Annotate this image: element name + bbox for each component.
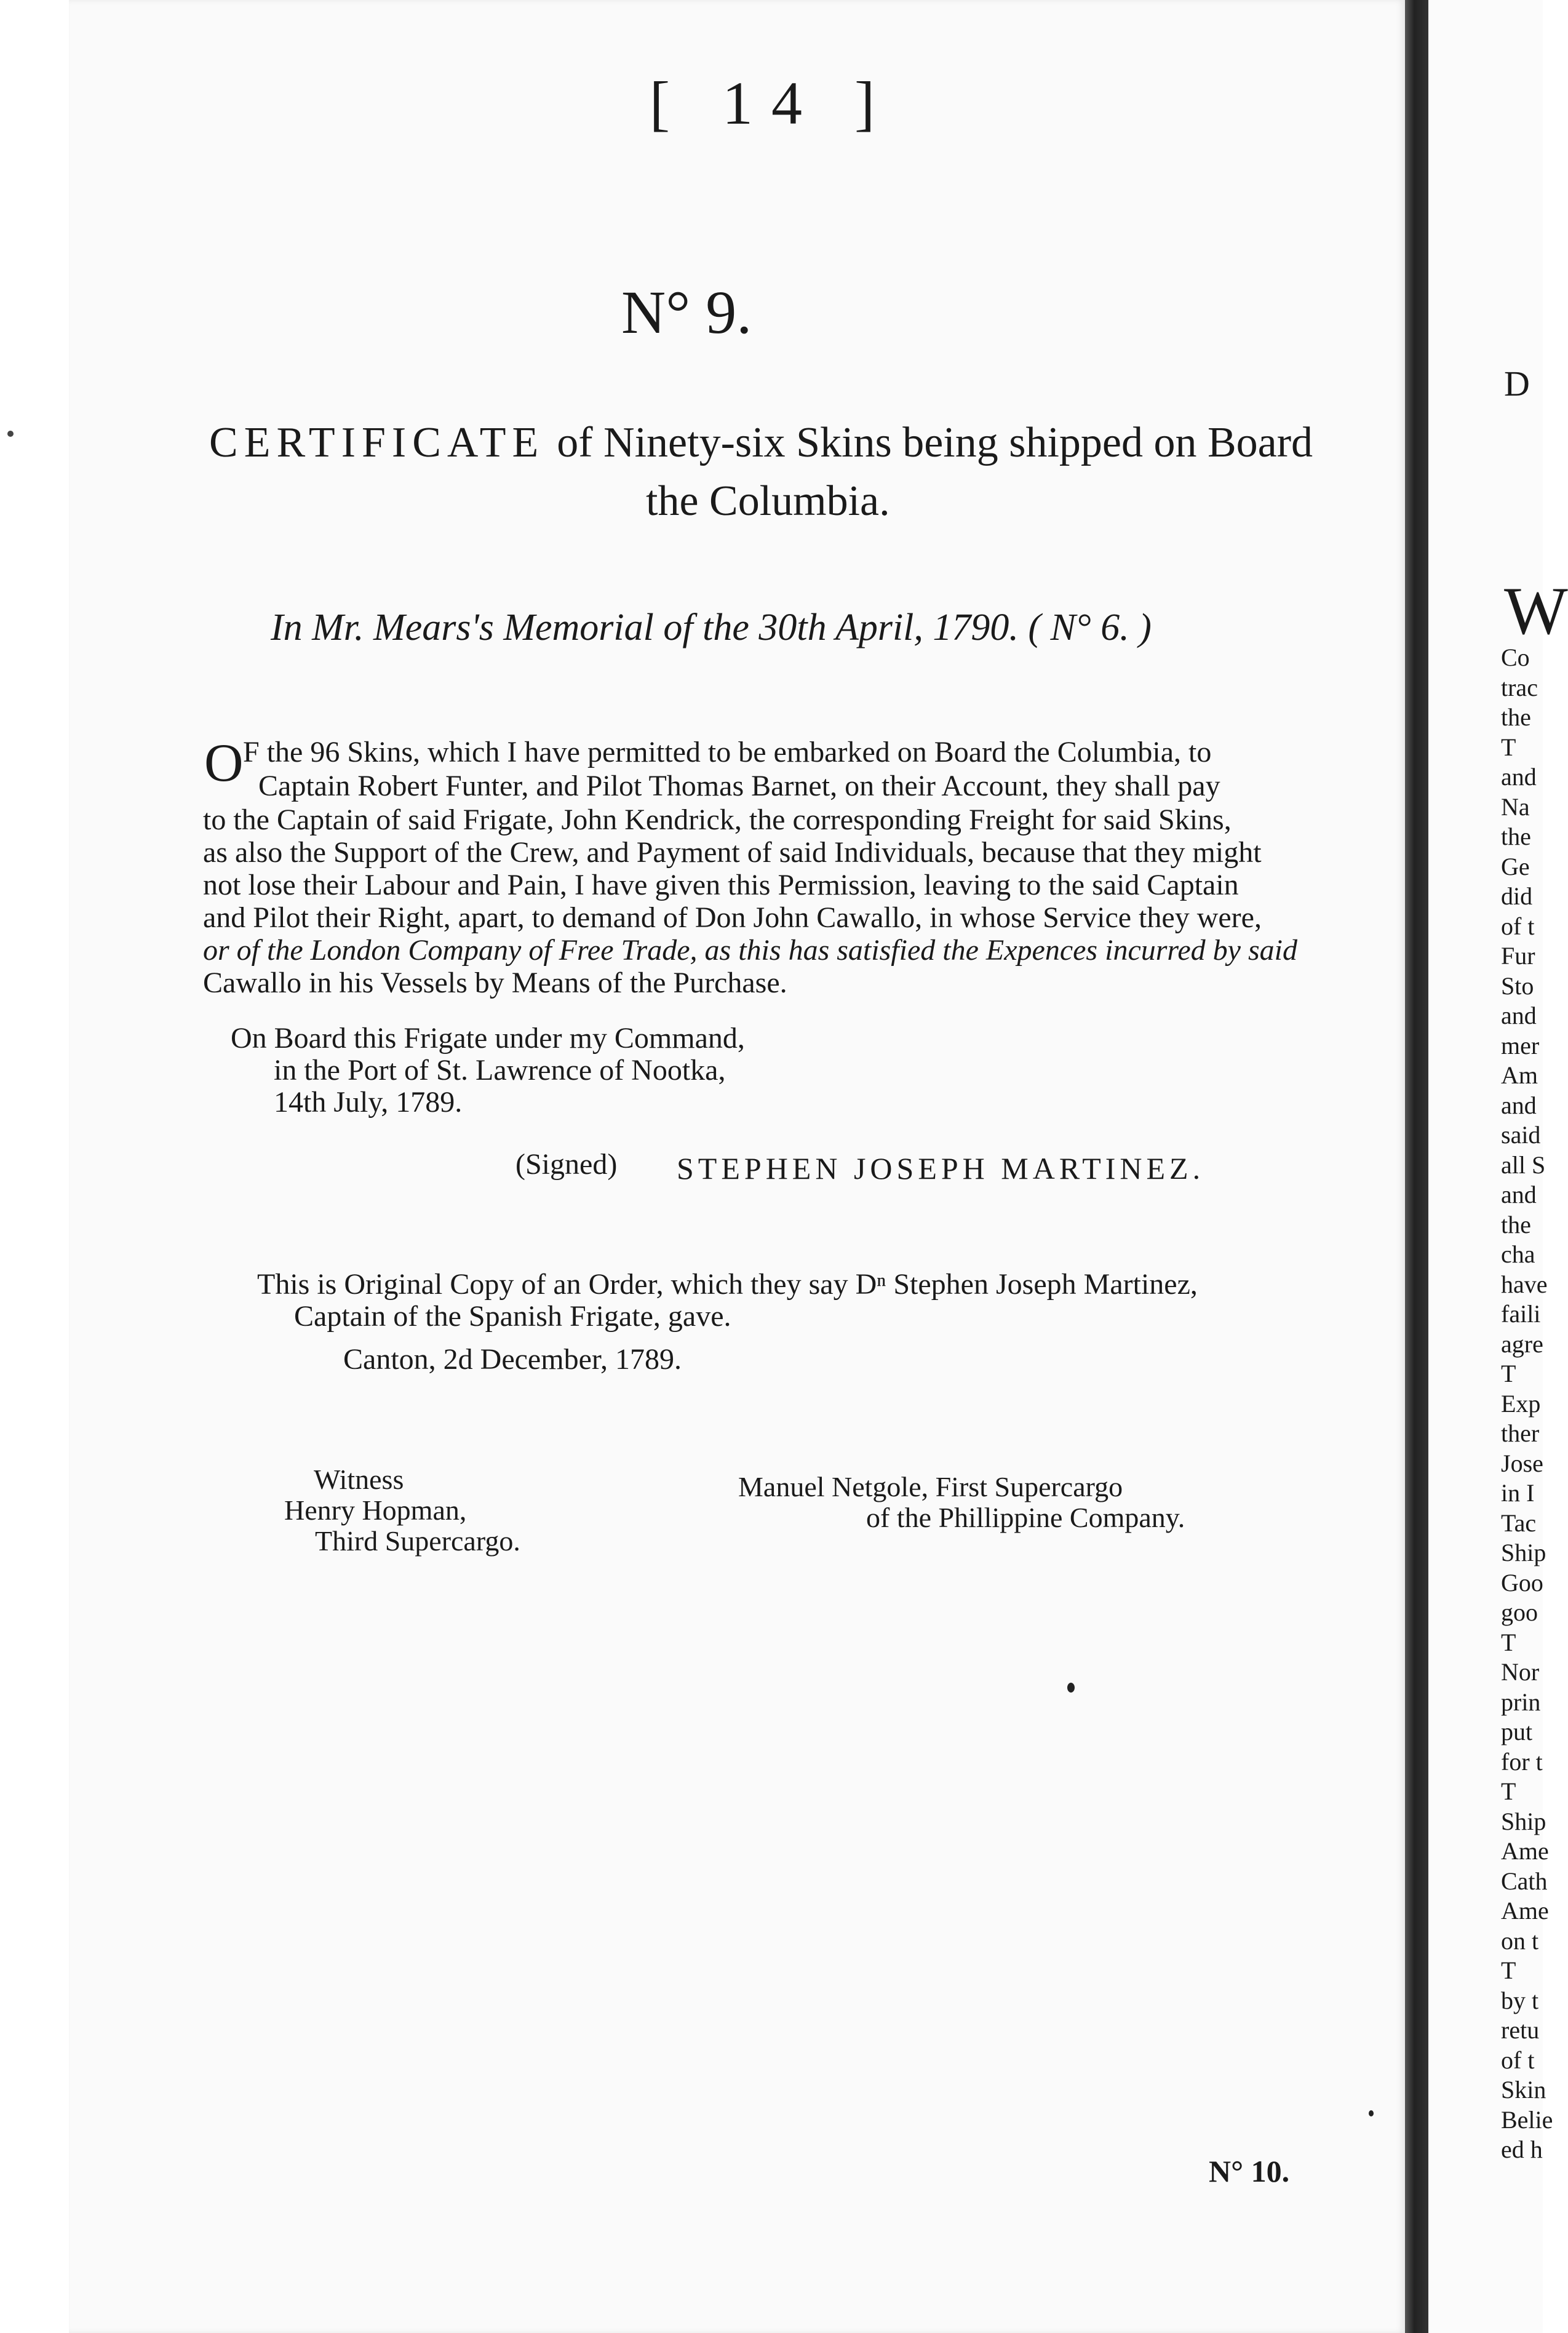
facing-page-fragment: Jose: [1501, 1449, 1543, 1477]
facing-page-fragment: and: [1501, 763, 1537, 791]
facing-page-fragment: Co: [1501, 644, 1530, 671]
facing-page-fragment: ed h: [1501, 2136, 1543, 2163]
facing-page-fragment: Ship: [1501, 1539, 1546, 1566]
supercargo-company: of the Phillippine Company.: [866, 1502, 1185, 1533]
facing-page-fragment: Goo: [1501, 1568, 1543, 1597]
copy-date: Canton, 2d December, 1789.: [343, 1343, 682, 1376]
facing-page-fragment: agre: [1501, 1330, 1543, 1358]
facing-page-fragment: of t: [1501, 912, 1535, 940]
facing-page-fragment: Belie: [1501, 2105, 1553, 2134]
facing-page-fragment: Na: [1501, 792, 1530, 821]
body-line: Captain Robert Funter, and Pilot Thomas Barnet, on their Account, they shall pay: [258, 770, 1220, 802]
facing-page-fragment: of t: [1501, 2046, 1535, 2074]
facing-page-fragment: Fur: [1501, 942, 1535, 970]
title-rest: of Ninety-six Skins being shipped on Board: [557, 419, 1313, 466]
location-date: 14th July, 1789.: [274, 1086, 463, 1119]
facing-page-fragment: Nor: [1501, 1658, 1540, 1686]
supercargo-name: Manuel Netgole, First Supercargo: [738, 1471, 1123, 1502]
body-line: F the 96 Skins, which I have permitted to be embarked on Board the Columbia, to: [243, 736, 1212, 768]
facing-page-fragment: said: [1501, 1121, 1541, 1149]
facing-page-fragment: in I: [1501, 1479, 1535, 1507]
copy-note-line: Captain of the Spanish Frigate, gave.: [294, 1300, 731, 1333]
facing-page-fragment: for t: [1501, 1747, 1543, 1776]
facing-page-fragment: Sto: [1501, 971, 1534, 1000]
ink-dot: [1067, 1683, 1075, 1693]
facing-page-fragment: Ship: [1501, 1807, 1546, 1835]
document-title: [209, 418, 1313, 468]
facing-page-fragment: T: [1501, 1777, 1516, 1805]
facing-page-fragment: T: [1501, 1628, 1516, 1656]
body-line: as also the Support of the Crew, and Payment of said Individuals, because that they might: [203, 836, 1262, 869]
witness-label: Witness: [314, 1464, 404, 1495]
facing-page-fragment: did: [1501, 882, 1533, 910]
location-line: On Board this Frigate under my Command,: [231, 1022, 745, 1055]
facing-page-fragment: and: [1501, 1002, 1537, 1029]
facing-page-fragment: on t: [1501, 1926, 1539, 1955]
document-title-line2: the Columbia.: [646, 477, 890, 525]
facing-page-fragment: mer: [1501, 1031, 1540, 1059]
signer-name: STEPHEN JOSEPH MARTINEZ.: [677, 1151, 1205, 1186]
facing-page-fragment: the: [1501, 1210, 1531, 1238]
facing-page-fragment: have: [1501, 1270, 1548, 1298]
facing-page-fragment: and: [1501, 1181, 1537, 1208]
facing-page-fragment: prin: [1501, 1688, 1541, 1716]
margin-speck: [7, 431, 14, 437]
facing-page-fragment: T: [1501, 733, 1516, 761]
facing-page-fragment: trac: [1501, 673, 1538, 701]
facing-page-fragment: T: [1501, 1956, 1516, 1984]
facing-page-fragment: Tac: [1501, 1509, 1537, 1537]
document-number: N° 9.: [621, 278, 752, 346]
drop-cap: O: [204, 733, 244, 793]
title-caps: CERTIFICATE: [209, 419, 545, 466]
facing-page-fragment: Skin: [1501, 2076, 1546, 2104]
facing-page-fragment: and: [1501, 1091, 1537, 1119]
body-line: or of the London Company of Free Trade, as this has satisfied the Expences incurred by said: [203, 934, 1297, 967]
facing-page-fragment: all S: [1501, 1151, 1546, 1179]
facing-page-fragment: cha: [1501, 1240, 1535, 1268]
ink-dot: [1369, 2110, 1374, 2116]
witness-title: Third Supercargo.: [315, 1525, 520, 1557]
facing-page-fragment: faili: [1501, 1300, 1541, 1328]
facing-page-fragment: Cath: [1501, 1867, 1548, 1895]
location-line: in the Port of St. Lawrence of Nootka,: [274, 1054, 726, 1087]
body-line: to the Captain of said Frigate, John Kendrick, the corresponding Freight for said Skins,: [203, 804, 1232, 836]
facing-page-fragment: Ame: [1501, 1897, 1549, 1924]
facing-page-drop-cap: W: [1504, 573, 1568, 648]
facing-page-fragment: put: [1501, 1718, 1533, 1745]
facing-page-fragment: the: [1501, 703, 1531, 731]
witness-name: Henry Hopman,: [284, 1494, 467, 1526]
facing-page-fragment: ther: [1501, 1419, 1540, 1447]
facing-page-fragment: T: [1501, 1360, 1516, 1387]
body-line: not lose their Labour and Pain, I have given this Permission, leaving to the said Captain: [203, 869, 1239, 901]
facing-page-fragment: the: [1501, 823, 1531, 850]
facing-page-fragment: retu: [1501, 2016, 1540, 2044]
memorial-reference: In Mr. Mears's Memorial of the 30th April, 1790. ( N° 6. ): [271, 607, 1152, 648]
facing-page-fragment: Exp: [1501, 1389, 1541, 1418]
page-number: [ 14 ]: [649, 69, 894, 137]
body-line: Cawallo in his Vessels by Means of the Purchase.: [203, 967, 787, 999]
facing-page-fragment: goo: [1501, 1598, 1538, 1626]
body-line: and Pilot their Right, apart, to demand of Don John Cawallo, in whose Service they were,: [203, 901, 1262, 934]
catchword-next-number: N° 10.: [1209, 2154, 1290, 2188]
book-gutter: [1405, 0, 1428, 2333]
copy-note-line: This is Original Copy of an Order, which they say Dⁿ Stephen Joseph Martinez,: [257, 1268, 1198, 1301]
signed-label: (Signed): [515, 1148, 618, 1181]
facing-page-fragment: Am: [1501, 1061, 1538, 1089]
facing-page-fragment: by t: [1501, 1986, 1539, 2014]
facing-page-fragment: Ame: [1501, 1837, 1549, 1865]
facing-page-heading: D: [1504, 364, 1530, 404]
facing-page-fragment: Ge: [1501, 852, 1530, 880]
